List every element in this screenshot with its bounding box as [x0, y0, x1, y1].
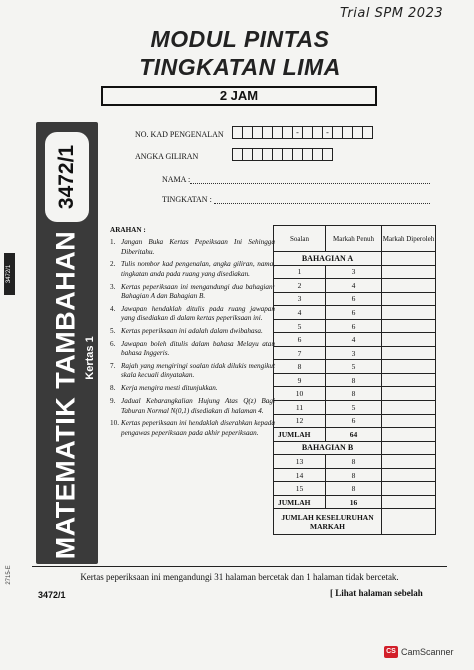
instruction-number: 8.: [110, 384, 116, 393]
header-soalan: Soalan: [274, 226, 326, 252]
question-number: 5: [274, 319, 326, 333]
marks-obtained-cell[interactable]: [382, 279, 436, 293]
marks-obtained-cell[interactable]: [382, 265, 436, 279]
paper-number: Kertas 1: [84, 336, 96, 380]
question-number: 3: [274, 292, 326, 306]
nama-field[interactable]: [190, 183, 430, 184]
question-number: 15: [274, 482, 326, 496]
marks-obtained-cell[interactable]: [382, 414, 436, 428]
instruction-item: [110, 327, 275, 336]
full-marks: 8: [326, 387, 382, 401]
next-page-note: [ Lihat halaman sebelah: [330, 588, 423, 598]
marks-obtained-cell[interactable]: [382, 482, 436, 496]
full-marks: 3: [326, 265, 382, 279]
header-markah-diperoleh: Markah Diperoleh: [382, 226, 436, 252]
instruction-text: Tulis nombor kad pengenalan, angka giliran, nama, tingkatan anda pada ruang yang disediakan.: [121, 260, 275, 278]
angka-giliran-cells[interactable]: [232, 148, 332, 161]
subtotal-value: 16: [326, 495, 382, 509]
blank-cell: [382, 252, 436, 266]
table-row: [274, 482, 436, 496]
instruction-item: [110, 340, 275, 359]
table-row: [274, 387, 436, 401]
instruction-item: [110, 238, 275, 257]
instructions-heading: ARAHAN :: [110, 226, 146, 234]
full-marks: 8: [326, 455, 382, 469]
pages-note: Kertas peperiksaan ini mengandungi 31 halaman bercetak dan 1 halaman tidak bercetak.: [80, 572, 399, 582]
full-marks: 8: [326, 373, 382, 387]
marks-obtained-cell[interactable]: [382, 306, 436, 320]
footer-paper-code: 3472/1: [38, 590, 66, 600]
full-marks: 5: [326, 360, 382, 374]
edge-strip-code: 3472/1: [6, 264, 12, 284]
instruction-text: Kertas peperiksaan ini mengandungi dua bahagian: Bahagian A dan Bahagian B.: [121, 282, 275, 300]
instruction-text: Kertas peperiksaan ini adalah dalam dwibahasa.: [121, 327, 263, 336]
subtotal-row: [274, 495, 436, 509]
angka-giliran-cell[interactable]: [322, 148, 333, 161]
grand-total-obtained-cell[interactable]: [382, 509, 436, 535]
instruction-item: [110, 397, 275, 416]
instruction-number: 4.: [110, 304, 116, 313]
section-a: [274, 252, 436, 266]
full-marks: 8: [326, 468, 382, 482]
marks-obtained-cell[interactable]: [382, 360, 436, 374]
table-row: [274, 279, 436, 293]
table-row: [274, 414, 436, 428]
instruction-number: 5.: [110, 327, 116, 336]
angka-giliran-label: ANGKA GILIRAN: [135, 152, 199, 161]
question-number: 2: [274, 279, 326, 293]
table-row: [274, 373, 436, 387]
footer-rule: [32, 566, 447, 567]
question-number: 1: [274, 265, 326, 279]
duration-box: 2 JAM: [101, 86, 377, 106]
marks-obtained-cell[interactable]: [382, 292, 436, 306]
subtotal-obtained-cell[interactable]: [382, 495, 436, 509]
ic-cell[interactable]: -: [322, 126, 333, 139]
instruction-number: 10.: [110, 419, 119, 428]
table-row: [274, 319, 436, 333]
table-row: [274, 292, 436, 306]
subtotal-obtained-cell[interactable]: [382, 428, 436, 442]
instruction-number: 6.: [110, 339, 116, 348]
marks-obtained-cell[interactable]: [382, 319, 436, 333]
instruction-text: Jawapan boleh ditulis dalam bahasa Melayu atau bahasa Inggeris.: [121, 339, 275, 358]
question-number: 4: [274, 306, 326, 320]
question-number: 12: [274, 414, 326, 428]
marks-obtained-cell[interactable]: [382, 401, 436, 415]
question-number: 9: [274, 373, 326, 387]
section-a-label: BAHAGIAN A: [274, 252, 382, 266]
instruction-item: [110, 305, 275, 324]
ic-cell[interactable]: -: [292, 126, 303, 139]
instruction-number: 1.: [110, 238, 116, 247]
blank-cell: [382, 441, 436, 455]
instruction-item: [110, 283, 275, 302]
instruction-item: [110, 384, 275, 393]
grand-total-label: JUMLAH KESELURUHAN MARKAH: [274, 509, 382, 535]
instruction-text: Jawapan hendaklah ditulis pada ruang jawapan yang disediakan di dalam kertas peperiksaan ini.: [121, 304, 275, 323]
full-marks: 6: [326, 292, 382, 306]
table-row: [274, 265, 436, 279]
instruction-item: [110, 260, 275, 279]
instruction-item: [110, 419, 275, 438]
question-number: 8: [274, 360, 326, 374]
instruction-number: 3.: [110, 282, 116, 291]
marks-table: [273, 225, 436, 535]
instruction-item: [110, 362, 275, 381]
instructions: [110, 226, 275, 442]
instruction-text: Rajah yang mengiringi soalan tidak dilukis mengikut skala kecuali dinyatakan.: [121, 362, 275, 380]
instruction-number: 9.: [110, 397, 116, 406]
subtotal-value: 64: [326, 428, 382, 442]
marks-obtained-cell[interactable]: [382, 333, 436, 347]
question-number: 10: [274, 387, 326, 401]
marks-obtained-cell[interactable]: [382, 373, 436, 387]
marks-obtained-cell[interactable]: [382, 387, 436, 401]
instruction-text: Kerja mengira mesti ditunjukkan.: [121, 384, 218, 393]
full-marks: 3: [326, 346, 382, 360]
instruction-number: 7.: [110, 362, 116, 371]
instruction-text: Jadual Kebarangkalian Hujung Atas Q(z) Bagi Taburan Normal N(0,1) disediakan di halaman 4.: [121, 397, 275, 415]
edge-print-code: 2715-E: [6, 565, 12, 585]
section-b-label: BAHAGIAN B: [274, 441, 382, 455]
ic-label: NO. KAD PENGENALAN: [135, 130, 224, 139]
instruction-number: 2.: [110, 260, 116, 269]
form-level-title: TINGKATAN LIMA: [139, 54, 341, 80]
question-number: 14: [274, 468, 326, 482]
question-number: 11: [274, 401, 326, 415]
subject-name: MATEMATIK TAMBAHAN: [50, 230, 81, 560]
camscanner-watermark: [384, 646, 454, 658]
question-number: 13: [274, 455, 326, 469]
question-number: 7: [274, 346, 326, 360]
tingkatan-field[interactable]: [214, 203, 430, 204]
header-markah-penuh: Markah Penuh: [326, 226, 382, 252]
table-row: [274, 468, 436, 482]
nama-label: NAMA :: [162, 175, 191, 184]
section-b: [274, 441, 436, 455]
marks-obtained-cell[interactable]: [382, 455, 436, 469]
marks-obtained-cell[interactable]: [382, 468, 436, 482]
full-marks: 4: [326, 279, 382, 293]
question-number: 6: [274, 333, 326, 347]
camscanner-icon: CS: [384, 646, 398, 658]
ic-cell[interactable]: [362, 126, 373, 139]
paper-code: 3472/1: [55, 144, 78, 210]
subtotal-label: JUMLAH: [274, 495, 326, 509]
module-title: MODUL PINTAS: [150, 26, 330, 52]
full-marks: 6: [326, 319, 382, 333]
marks-obtained-cell[interactable]: [382, 346, 436, 360]
table-row: [274, 401, 436, 415]
handwritten-note: Trial SPM 2023: [340, 6, 444, 21]
table-row: [274, 346, 436, 360]
subtotal-label: JUMLAH: [274, 428, 326, 442]
tingkatan-label: TINGKATAN :: [162, 195, 212, 204]
instruction-text: Kertas peperiksaan ini hendaklah diserahkan kepada pengawas peperiksaan pada akhir peperiksaan.: [121, 419, 275, 437]
table-row: [274, 360, 436, 374]
camscanner-label: CamScanner: [401, 647, 454, 657]
full-marks: 4: [326, 333, 382, 347]
table-row: [274, 333, 436, 347]
full-marks: 6: [326, 414, 382, 428]
table-row: [274, 455, 436, 469]
subtotal-row: [274, 428, 436, 442]
table-row: [274, 306, 436, 320]
instruction-text: Jangan Buka Kertas Pepeiksaan Ini Sehingga Diberitahu.: [121, 238, 275, 256]
full-marks: 6: [326, 306, 382, 320]
grand-total-row: [274, 509, 436, 535]
ic-input-cells[interactable]: [232, 126, 372, 139]
full-marks: 8: [326, 482, 382, 496]
full-marks: 5: [326, 401, 382, 415]
